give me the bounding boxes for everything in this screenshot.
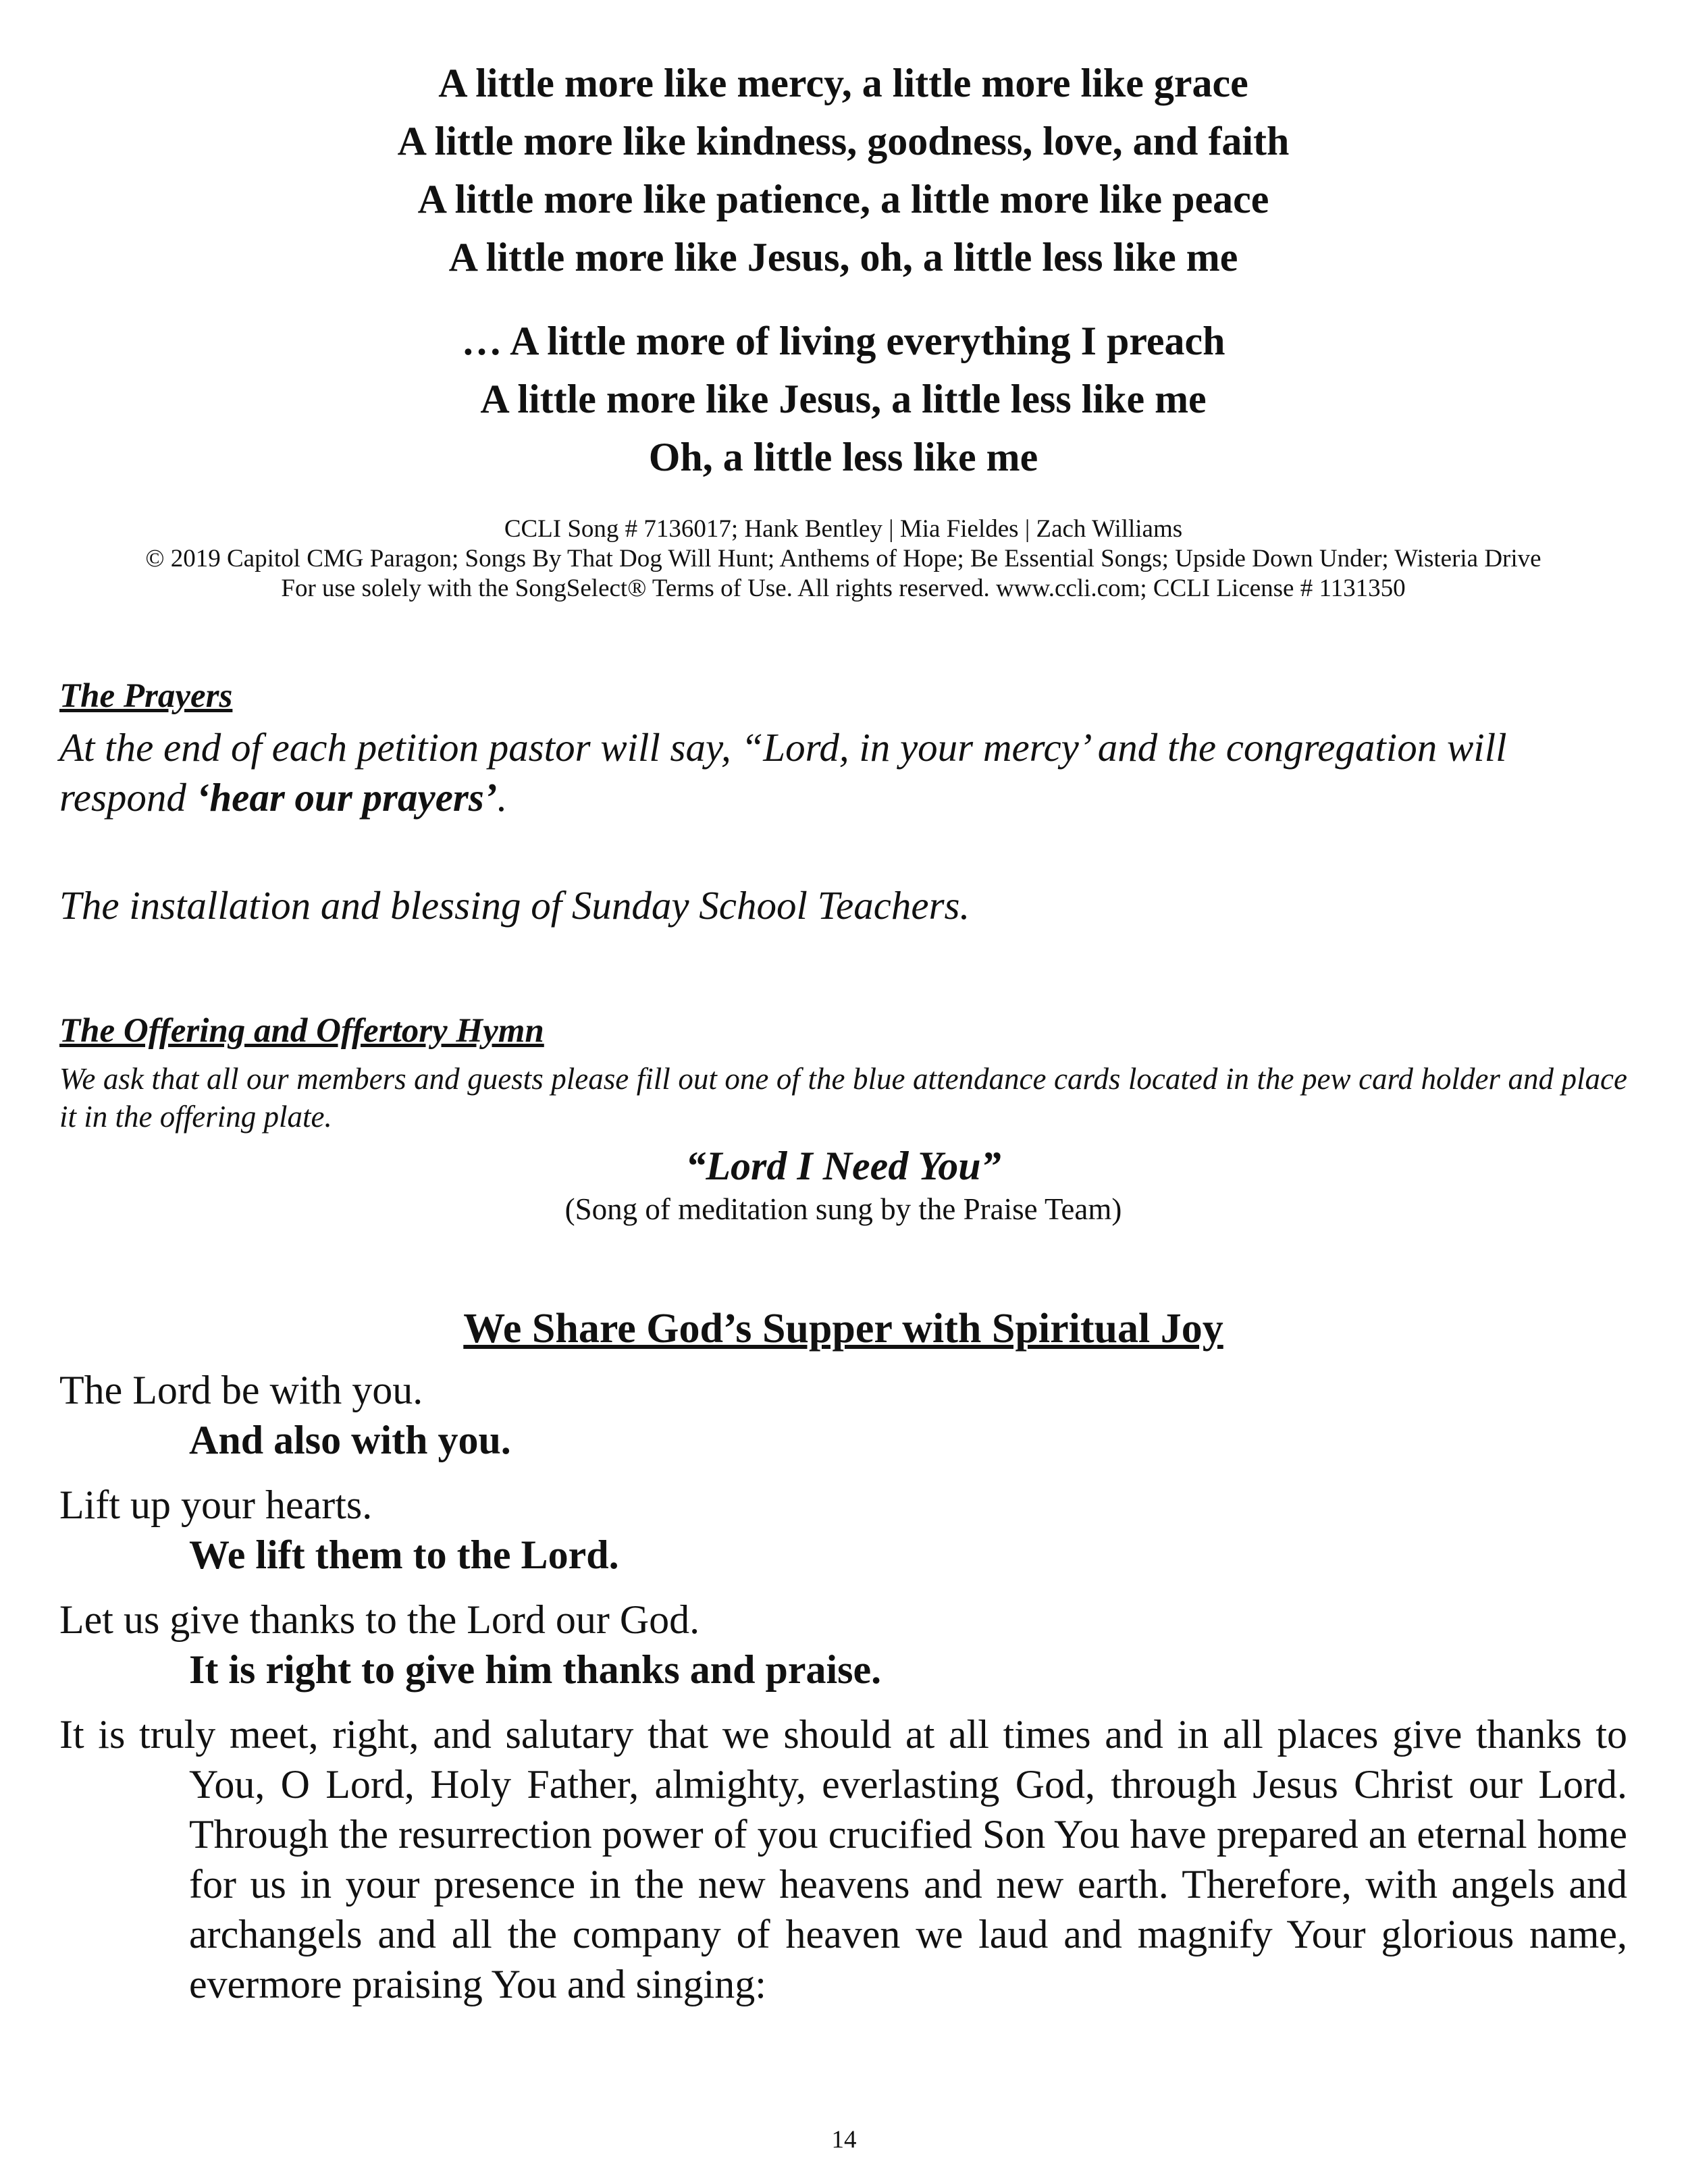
lyric-line: A little more like kindness, goodness, love, and faith — [397, 119, 1290, 163]
lyrics-stanza-1 — [59, 54, 1627, 286]
congregation-response: It is right to give him thanks and praise. — [189, 1647, 882, 1692]
congregation-response: We lift them to the Lord. — [189, 1533, 619, 1577]
prayers-text-after: . — [497, 775, 508, 820]
hymn-title: “Lord I Need You” — [685, 1144, 1001, 1188]
prayers-instruction — [59, 722, 1627, 822]
leader-line: The Lord be with you. — [59, 1368, 423, 1412]
ccli-line: CCLI Song # 7136017; Hank Bentley | Mia Fieldes | Zach Williams — [504, 515, 1183, 543]
offering-note: We ask that all our members and guests please fill out one of the blue attendance cards located in the pew card holder and place it in the offering plate. — [59, 1062, 1627, 1134]
congregation-response: And also with you. — [189, 1418, 511, 1462]
leader-line: Lift up your hearts. — [59, 1483, 373, 1527]
prayers-response: ‘hear our prayers’ — [196, 775, 498, 820]
lyric-line: … A little more of living everything I preach — [461, 319, 1225, 363]
hymn-subtitle: (Song of meditation sung by the Praise Team) — [564, 1192, 1122, 1226]
song-lyrics — [59, 54, 1627, 486]
lyric-line: Oh, a little less like me — [648, 435, 1038, 479]
dialogue-pair — [59, 1595, 1627, 1695]
ccli-line: © 2019 Capitol CMG Paragon; Songs By That Dog Will Hunt; Anthems of Hope; Be Essential Songs; Upside Down Under; Wisteria Drive — [145, 545, 1541, 572]
prayers-heading: The Prayers — [59, 677, 233, 715]
lyric-line: A little more like Jesus, oh, a little less like me — [448, 235, 1238, 279]
page-number: 14 — [831, 2126, 857, 2154]
lyric-line: A little more like patience, a little more like peace — [417, 177, 1269, 221]
installation-text: The installation and blessing of Sunday School Teachers. — [59, 883, 970, 928]
supper-section-title: We Share God’s Supper with Spiritual Joy — [463, 1306, 1223, 1352]
lyric-line: A little more like Jesus, a little less like me — [480, 377, 1207, 421]
liturgy-dialogue — [59, 1365, 1627, 2009]
lyrics-stanza-2 — [59, 312, 1627, 486]
offering-heading: The Offering and Offertory Hymn — [59, 1012, 544, 1050]
lyric-line: A little more like mercy, a little more like grace — [438, 61, 1248, 105]
dialogue-pair — [59, 1480, 1627, 1580]
leader-line: Let us give thanks to the Lord our God. — [59, 1597, 700, 1642]
ccli-line: For use solely with the SongSelect® Terms of Use. All rights reserved. www.ccli.com; CCLI License # 1131350 — [281, 575, 1406, 602]
dialogue-pair — [59, 1365, 1627, 1465]
proper-preface: It is truly meet, right, and salutary that we should at all times and in all places give thanks to You, O Lord, Holy Father, almighty, everlasting God, through Jesus Christ our Lord. Through the resurrection power of you crucified Son You have prepared an eternal home for us in your presence in the new heavens and new earth. Therefore, with angels and archangels and all the company of heaven we laud and magnify Your glorious name, evermore praising You and singing: — [59, 1712, 1627, 2006]
prayers-text-before: At the end of each petition pastor will say, “Lord, in your mercy’ and the congregation will respond — [59, 725, 1507, 820]
ccli-copyright — [59, 514, 1627, 604]
bulletin-page — [59, 54, 1627, 2009]
